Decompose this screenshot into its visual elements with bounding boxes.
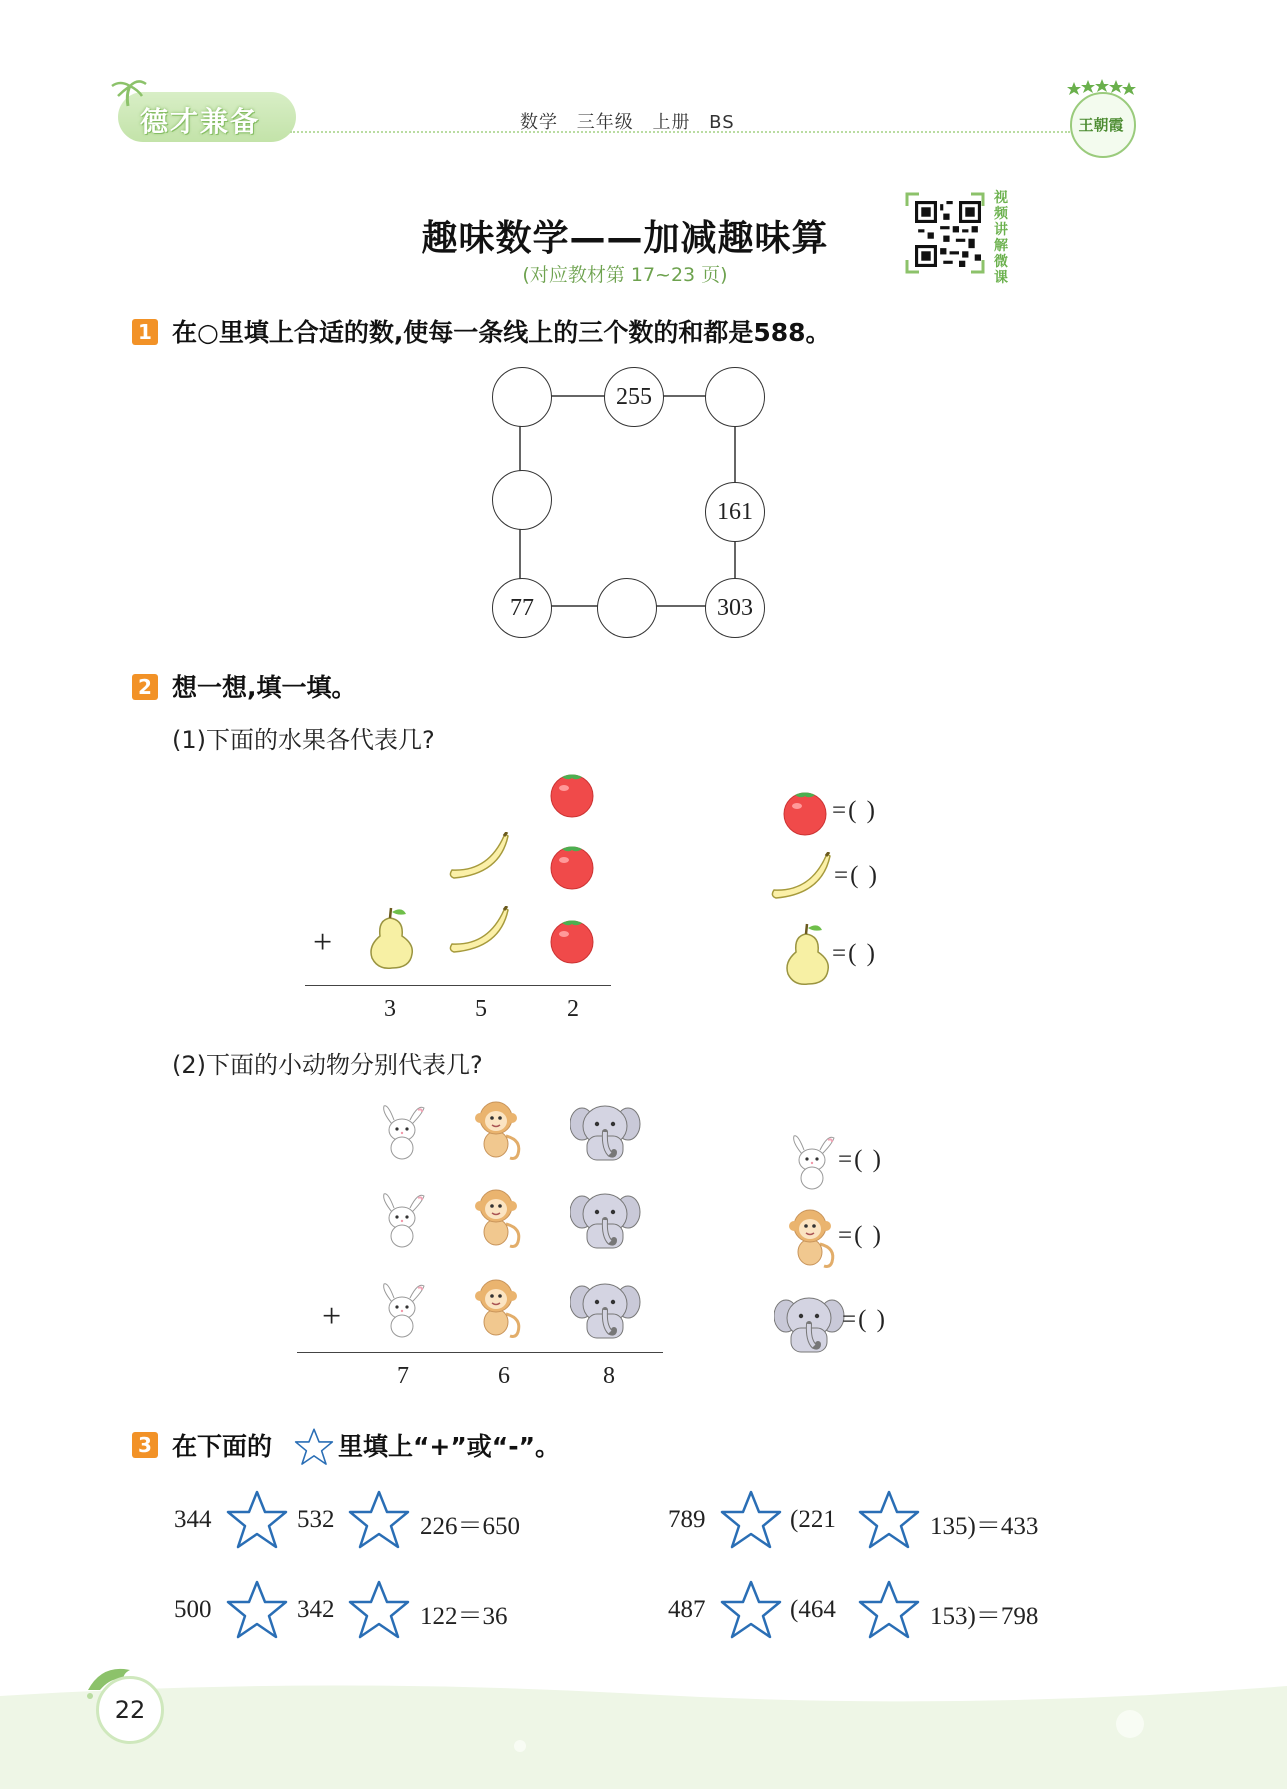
badge-signature: 王朝霞 xyxy=(1078,116,1124,134)
monkey-icon xyxy=(472,1274,524,1340)
monkey-icon xyxy=(472,1096,524,1162)
result-digit: 7 xyxy=(397,1363,409,1389)
elephant-icon xyxy=(570,1096,642,1164)
plus-sign: + xyxy=(313,924,333,961)
sum-line xyxy=(305,985,611,986)
question-number: 2 xyxy=(132,674,158,700)
answer-blank[interactable]: =( ) xyxy=(838,1222,883,1249)
answer-blank[interactable]: =( ) xyxy=(834,862,879,889)
page-subtitle: (对应教材第 17~23 页) xyxy=(522,264,728,286)
star-blank-icon[interactable] xyxy=(348,1490,410,1550)
star-blank-icon[interactable] xyxy=(858,1490,920,1550)
rabbit-icon xyxy=(378,1102,426,1164)
rabbit-icon xyxy=(788,1132,836,1194)
result-digit: 6 xyxy=(498,1363,510,1389)
operand: (464 xyxy=(790,1596,836,1623)
star-blank-icon[interactable] xyxy=(348,1580,410,1640)
operand: 532 xyxy=(297,1506,335,1533)
qr-caption: 视频讲解微课 xyxy=(994,190,1008,286)
operand-result: 135)＝433 xyxy=(930,1513,1039,1540)
operand-result: 122＝36 xyxy=(420,1603,508,1630)
question-text-start: 在下面的 xyxy=(172,1432,273,1461)
result-digit: 2 xyxy=(567,996,579,1022)
pear-icon xyxy=(780,922,834,988)
star-blank-icon[interactable] xyxy=(720,1580,782,1640)
circle-top-middle: 255 xyxy=(604,367,664,427)
star-blank-icon[interactable] xyxy=(720,1490,782,1550)
operand: 342 xyxy=(297,1596,335,1623)
operand: 500 xyxy=(174,1596,212,1623)
page-number: 22 xyxy=(96,1676,164,1744)
circle-bottom-middle[interactable] xyxy=(597,578,657,638)
monkey-icon xyxy=(472,1184,524,1250)
operand: 487 xyxy=(668,1596,706,1623)
question-number: 1 xyxy=(132,319,158,345)
page-title: 趣味数学——加减趣味算 xyxy=(421,218,829,259)
star-blank-icon[interactable] xyxy=(858,1580,920,1640)
star-icon xyxy=(294,1428,334,1466)
brand-logo: 德才兼备 xyxy=(140,105,261,138)
answer-blank[interactable]: =( ) xyxy=(832,797,877,824)
circle-bottom-right: 303 xyxy=(705,578,765,638)
rabbit-icon xyxy=(378,1190,426,1252)
sum-line xyxy=(297,1352,663,1353)
elephant-icon xyxy=(570,1184,642,1252)
apple-icon xyxy=(781,788,831,840)
circle-bottom-left: 77 xyxy=(492,578,552,638)
question-text-end: 里填上“+”或“-”。 xyxy=(338,1432,561,1461)
operand: 789 xyxy=(668,1506,706,1533)
subquestion-label: (1)下面的水果各代表几? xyxy=(172,726,435,754)
rabbit-icon xyxy=(378,1280,426,1342)
answer-blank[interactable]: =( ) xyxy=(838,1146,883,1173)
star-blank-icon[interactable] xyxy=(226,1490,288,1550)
qr-code-icon[interactable] xyxy=(915,200,981,268)
banana-icon xyxy=(448,906,510,954)
circle-top-left[interactable] xyxy=(492,367,552,427)
result-digit: 5 xyxy=(475,996,487,1022)
circle-top-right[interactable] xyxy=(705,367,765,427)
stars-icon xyxy=(1066,78,1136,100)
subject-line: 数学 三年级 上册 BS xyxy=(520,112,735,133)
operand-result: 226＝650 xyxy=(420,1513,521,1540)
apple-icon xyxy=(548,770,598,822)
elephant-icon xyxy=(570,1274,642,1342)
subquestion-label: (2)下面的小动物分别代表几? xyxy=(172,1051,483,1079)
apple-icon xyxy=(548,842,598,894)
answer-blank[interactable]: =( ) xyxy=(832,940,877,967)
monkey-icon xyxy=(786,1204,838,1270)
question-number: 3 xyxy=(132,1432,158,1458)
banana-icon xyxy=(770,852,832,900)
apple-icon xyxy=(548,916,598,968)
footer-wave xyxy=(0,1676,1287,1789)
question-text: 在○里填上合适的数,使每一条线上的三个数的和都是588。 xyxy=(172,318,831,347)
circle-middle-right: 161 xyxy=(705,482,765,542)
operand-result: 153)＝798 xyxy=(930,1603,1039,1630)
pear-icon xyxy=(364,906,418,972)
star-blank-icon[interactable] xyxy=(226,1580,288,1640)
question-text: 想一想,填一填。 xyxy=(172,673,357,702)
banana-icon xyxy=(448,832,510,880)
operand: (221 xyxy=(790,1506,836,1533)
circle-middle-left[interactable] xyxy=(492,470,552,530)
plus-sign: + xyxy=(322,1298,342,1335)
operand: 344 xyxy=(174,1506,212,1533)
result-digit: 8 xyxy=(603,1363,615,1389)
answer-blank[interactable]: =( ) xyxy=(842,1306,887,1333)
result-digit: 3 xyxy=(384,996,396,1022)
elephant-icon xyxy=(774,1288,846,1356)
